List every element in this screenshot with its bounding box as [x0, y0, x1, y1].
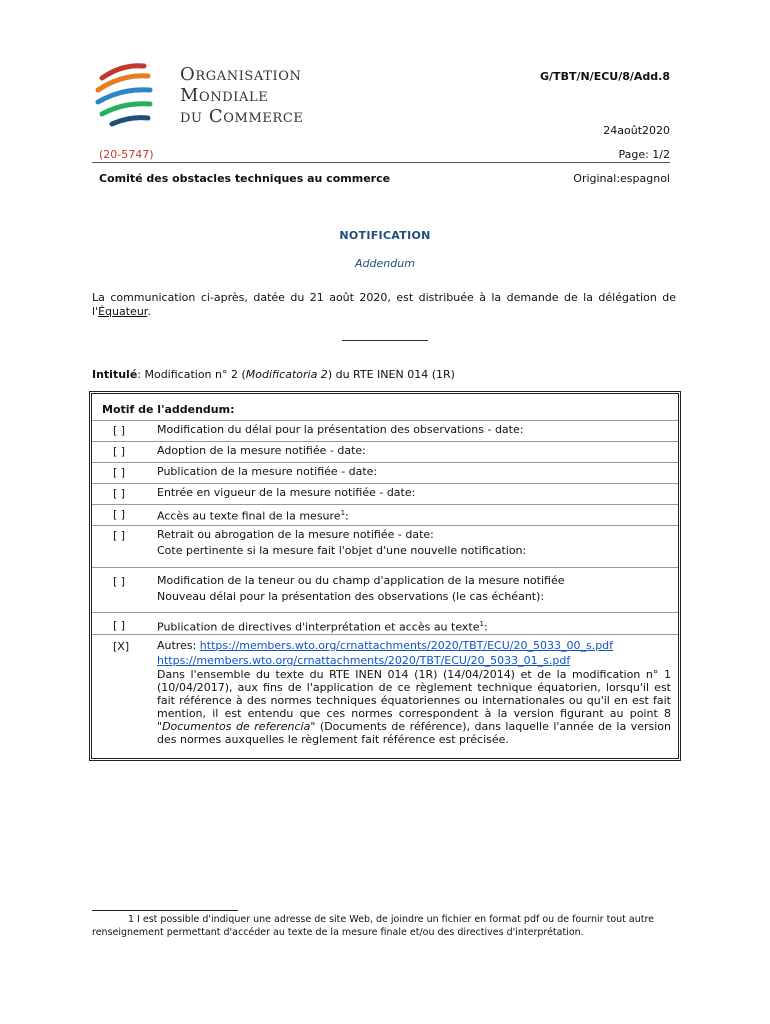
- document-date: 24août2020: [603, 124, 670, 137]
- notification-title: NOTIFICATION: [339, 229, 431, 242]
- intitule-text: : Modification n° 2 (: [137, 368, 246, 381]
- checkbox: [ ]: [113, 508, 126, 521]
- intitule-line: [92, 368, 455, 381]
- other-line-2: [157, 653, 671, 668]
- checkbox: [ ]: [113, 487, 126, 500]
- note-text: Dans l'ensemble du texte du RTE INEN 014 (1R) (14/04/2014) et de la modification n° 1 (10/04/2017), aux fins de l'application de ce règlement technique équatorien, lorsqu'il est fait référence à des normes techniques équatoriennes ou internationales ou qu'il en est fait mention, il est entendu que ces normes correspondent à la version figurant au point 8 ": [157, 668, 671, 733]
- checkbox: [ ]: [113, 424, 126, 437]
- motif-item-text: Publication de directives d'interprétation et accès au texte: [157, 620, 480, 634]
- motif-heading: Motif de l'addendum:: [102, 403, 235, 416]
- motif-item: Entrée en vigueur de la mesure notifiée - date:: [157, 486, 416, 499]
- document-number: (20-5747): [99, 148, 154, 161]
- motif-item-colon: :: [345, 509, 349, 523]
- motif-item-line2: Cote pertinente si la mesure fait l'objet d'une nouvelle notification:: [157, 544, 527, 557]
- row-divider: [92, 420, 678, 421]
- motif-item: Modification du délai pour la présentation des observations - date:: [157, 423, 524, 436]
- page-number: Page: 1/2: [618, 148, 670, 161]
- note-text-end: " (Documents de référence), dans laquelle l'année de la version des normes auxquelles le règlement fait référence est précisée.: [157, 720, 672, 746]
- other-label: Autres:: [157, 639, 200, 652]
- motif-item: Publication de la mesure notifiée - date:: [157, 465, 378, 478]
- motif-item-line2: Nouveau délai pour la présentation des observations (le cas échéant):: [157, 590, 545, 603]
- checkbox: [ ]: [113, 466, 126, 479]
- row-divider: [92, 504, 678, 505]
- organization-name: [180, 64, 303, 127]
- intro-text: La communication ci-après, datée du 21 août 2020, est distribuée à la demande de la délégation de l': [92, 291, 676, 318]
- checkbox: [ ]: [113, 575, 126, 588]
- footnote-ref: 1: [340, 509, 346, 517]
- intitule-italic: Modificatoria 2: [245, 368, 328, 381]
- footnote: 1 I est possible d'indiquer une adresse de site Web, de joindre un fichier en format pdf ou de fournir tout autre renseignement permettant d'accéder au texte de la mesure finale et/ou des directives d'interprétation.: [92, 914, 655, 938]
- footnote-divider: [92, 910, 238, 911]
- motif-item: [157, 527, 671, 558]
- intitule-label: Intitulé: [92, 368, 138, 381]
- org-line-1: Organisation: [180, 64, 302, 85]
- motif-item: [157, 617, 671, 635]
- other-line: [157, 638, 671, 653]
- checkbox: [ ]: [113, 529, 126, 542]
- wto-logo: [92, 56, 172, 136]
- original-language: Original:espagnol: [573, 172, 670, 185]
- separator-line: [342, 340, 428, 341]
- header-divider: [92, 162, 670, 163]
- row-divider: [92, 462, 678, 463]
- intro-paragraph: [92, 291, 676, 319]
- motif-item-line1: Retrait ou abrogation de la mesure notifiée - date:: [157, 528, 434, 541]
- row-divider: [92, 441, 678, 442]
- attachment-link-1[interactable]: https://members.wto.org/crnattachments/2020/TBT/ECU/20_5033_00_s.pdf: [199, 639, 614, 652]
- row-divider: [92, 567, 678, 568]
- checkbox: [ ]: [113, 445, 126, 458]
- motif-item-text: Accès au texte final de la mesure: [157, 509, 341, 523]
- checkbox-checked: [X]: [113, 640, 130, 653]
- motif-item: [157, 573, 671, 604]
- committee-name: Comité des obstacles techniques au commerce: [99, 172, 391, 185]
- addendum-subtitle: Addendum: [355, 257, 415, 270]
- intro-end: .: [147, 305, 151, 318]
- motif-item: Adoption de la mesure notifiée - date:: [157, 444, 366, 457]
- motif-item-other: [157, 638, 671, 746]
- motif-item: [157, 506, 671, 524]
- footnote-ref: 1: [479, 620, 484, 628]
- note-italic: Documentos de referencia: [162, 720, 311, 733]
- row-divider: [92, 525, 678, 526]
- document-reference: G/TBT/N/ECU/8/Add.8: [540, 70, 670, 83]
- motif-item-line1: Modification de la teneur ou du champ d'application de la mesure notifiée: [157, 574, 565, 587]
- country-name: Équateur: [98, 305, 148, 318]
- org-line-2: Mondiale: [180, 85, 269, 106]
- other-note: [157, 668, 671, 746]
- attachment-link-2[interactable]: https://members.wto.org/crnattachments/2020/TBT/ECU/20_5033_01_s.pdf: [157, 654, 571, 667]
- motif-item-colon: :: [483, 620, 488, 634]
- row-divider: [92, 612, 678, 613]
- row-divider: [92, 634, 678, 635]
- checkbox: [ ]: [113, 619, 126, 632]
- org-line-3: du Commerce: [180, 106, 304, 127]
- intitule-text-end: ) du RTE INEN 014 (1R): [327, 368, 455, 381]
- row-divider: [92, 483, 678, 484]
